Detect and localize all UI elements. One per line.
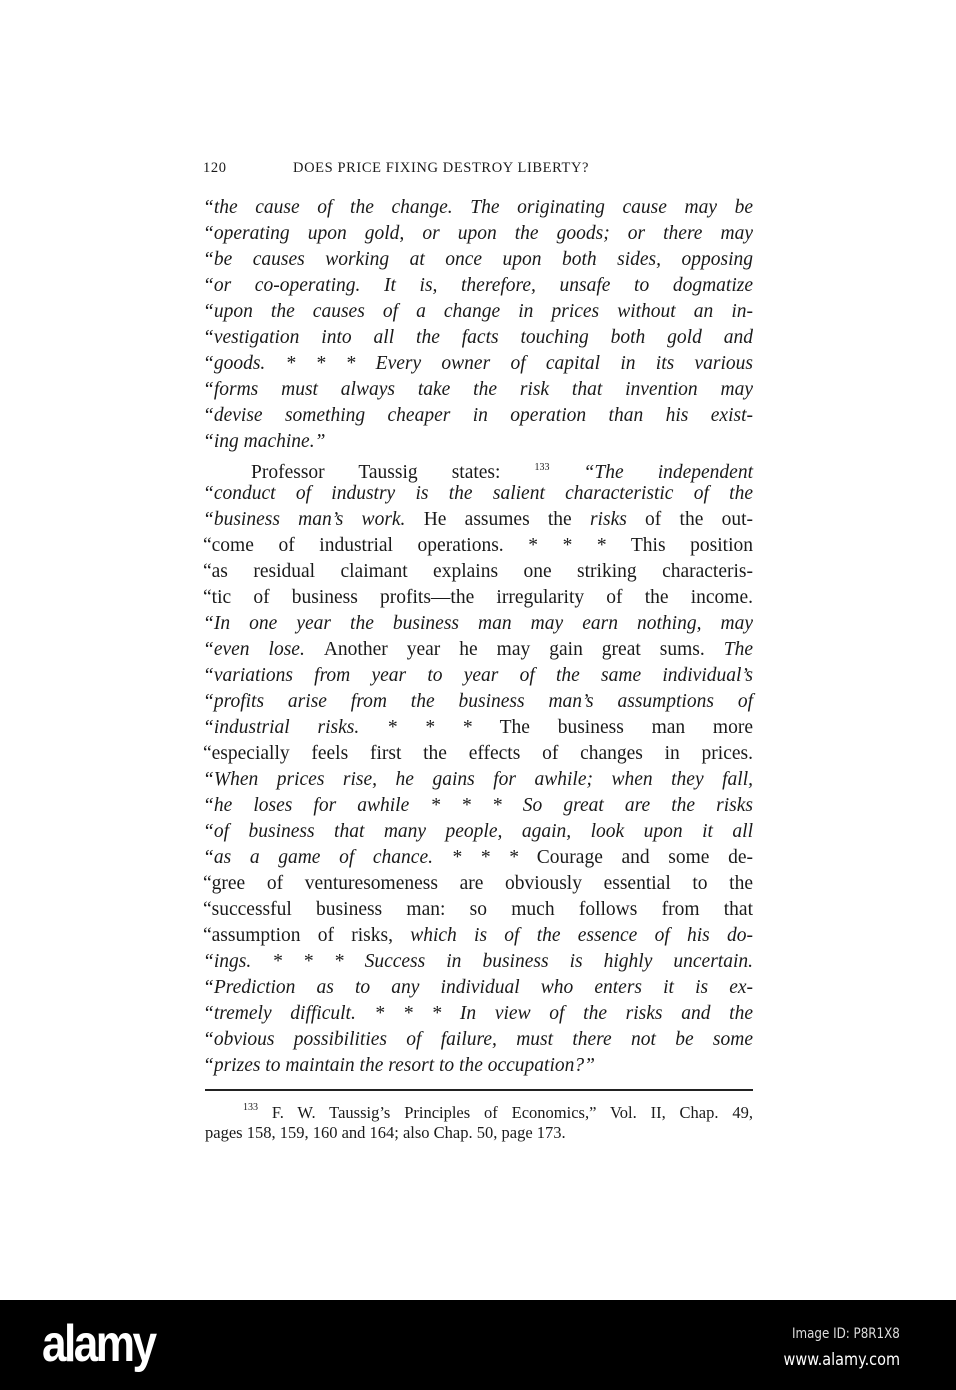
image-id: Image ID: P8R1X8	[792, 1326, 900, 1342]
text-line	[203, 715, 753, 741]
text-segment: “vestigation into all the facts touching both gold and	[203, 327, 753, 348]
text-segment: “be causes working at once upon both sides, opposing	[203, 249, 753, 270]
text-segment: “as residual claimant explains one striking characteris-	[203, 561, 753, 582]
text-segment: risks	[589, 509, 627, 530]
text-line	[203, 923, 753, 949]
text-line	[203, 1001, 753, 1027]
text-segment: Another year he may gain great sums.	[323, 639, 724, 660]
text-segment: Professor Taussig states:	[251, 462, 535, 483]
text-segment: “prizes to maintain the resort to the occupation?”	[203, 1055, 595, 1076]
text-line	[203, 949, 753, 975]
text-segment: “tic of business profits—the irregularity of the income.	[203, 587, 753, 608]
footnote-marker: 133	[243, 1102, 258, 1113]
text-segment: “industrial risks. * * *	[203, 717, 500, 738]
text-line	[203, 871, 753, 897]
text-line	[203, 247, 753, 273]
text-line	[203, 507, 753, 533]
body-text	[203, 195, 753, 1079]
text-segment: “gree of venturesomeness are obviously essential to the	[203, 873, 753, 894]
text-line	[203, 429, 753, 455]
footnote-rule	[205, 1089, 753, 1091]
text-line	[203, 481, 753, 507]
text-line	[203, 637, 753, 663]
text-line	[203, 663, 753, 689]
text-line	[203, 377, 753, 403]
footnote-line: pages 158, 159, 160 and 164; also Chap. 50, page 173.	[205, 1123, 566, 1142]
text-line	[203, 585, 753, 611]
watermark-bar	[0, 1300, 956, 1390]
text-line	[203, 273, 753, 299]
text-line	[203, 767, 753, 793]
text-line	[203, 221, 753, 247]
text-line	[203, 533, 753, 559]
text-line	[203, 897, 753, 923]
text-segment: “successful business man: so much follows from that	[203, 899, 753, 920]
running-title: DOES PRICE FIXING DESTROY LIBERTY?	[293, 160, 590, 176]
text-segment: “or co-operating. It is, therefore, unsafe to dogmatize	[203, 275, 753, 296]
footnote-reference: 133	[534, 462, 550, 473]
footnote	[205, 1098, 753, 1143]
text-line	[203, 455, 753, 481]
text-segment: “he loses for awhile * * * So great are the risks	[203, 795, 753, 816]
text-segment: “upon the causes of a change in prices without an in-	[203, 301, 753, 322]
text-segment: “business man’s work.	[203, 509, 424, 530]
text-segment: “forms must always take the risk that invention may	[203, 379, 753, 400]
text-segment: “The independent	[549, 462, 753, 483]
footnote-line: F. W. Taussig’s Principles of Economics,” Vol. II, Chap. 49,	[258, 1103, 753, 1122]
text-line	[203, 611, 753, 637]
text-segment: “ing machine.”	[203, 431, 326, 452]
text-line	[203, 689, 753, 715]
text-segment: “goods. * * * Every owner of capital in its various	[203, 353, 753, 374]
text-segment: “obvious possibilities of failure, must there not be some	[203, 1029, 753, 1050]
running-header	[203, 160, 753, 184]
text-segment: “profits arise from the business man’s assumptions of	[203, 691, 753, 712]
text-line	[203, 559, 753, 585]
text-line	[203, 1027, 753, 1053]
text-segment: of the out-	[626, 509, 754, 530]
text-segment: Courage and some de-	[536, 847, 753, 868]
text-line	[203, 325, 753, 351]
text-line	[203, 793, 753, 819]
text-line	[203, 975, 753, 1001]
text-line	[203, 351, 753, 377]
text-segment: “conduct of industry is the salient characteristic of the	[203, 483, 753, 504]
text-line	[203, 845, 753, 871]
text-segment: which is of the essence of his do-	[410, 925, 753, 946]
text-segment: “come of industrial operations. * * * This position	[203, 535, 753, 556]
text-segment: “Prediction as to any individual who enters it is ex-	[203, 977, 753, 998]
text-segment: “especially feels first the effects of changes in prices.	[203, 743, 753, 764]
text-segment: He assumes the	[423, 509, 590, 530]
text-line	[203, 1053, 753, 1079]
text-segment: The	[723, 639, 753, 660]
alamy-logo: alamy	[42, 1315, 155, 1373]
text-segment: “In one year the business man may earn nothing, may	[203, 613, 753, 634]
text-line	[203, 403, 753, 429]
text-segment: “When prices rise, he gains for awhile; when they fall,	[203, 769, 753, 790]
text-segment: The business man more	[499, 717, 753, 738]
text-segment: “devise something cheaper in operation than his exist-	[203, 405, 753, 426]
text-segment: “assumption of risks,	[203, 925, 411, 946]
text-segment: “variations from year to year of the same individual’s	[203, 665, 753, 686]
text-segment: “as a game of chance. * * *	[203, 847, 537, 868]
text-segment: “even lose.	[203, 639, 324, 660]
text-segment: “the cause of the change. The originating cause may be	[203, 197, 753, 218]
site-url: www.alamy.com	[783, 1350, 900, 1370]
text-segment: “ings. * * * Success in business is highly uncertain.	[203, 951, 753, 972]
text-segment: “operating upon gold, or upon the goods; or there may	[203, 223, 753, 244]
text-line	[203, 819, 753, 845]
text-line	[203, 299, 753, 325]
page-number: 120	[203, 160, 227, 176]
text-segment: “tremely difficult. * * * In view of the risks and the	[203, 1003, 753, 1024]
text-segment: “of business that many people, again, look upon it all	[203, 821, 753, 842]
text-line	[203, 741, 753, 767]
text-line	[203, 195, 753, 221]
